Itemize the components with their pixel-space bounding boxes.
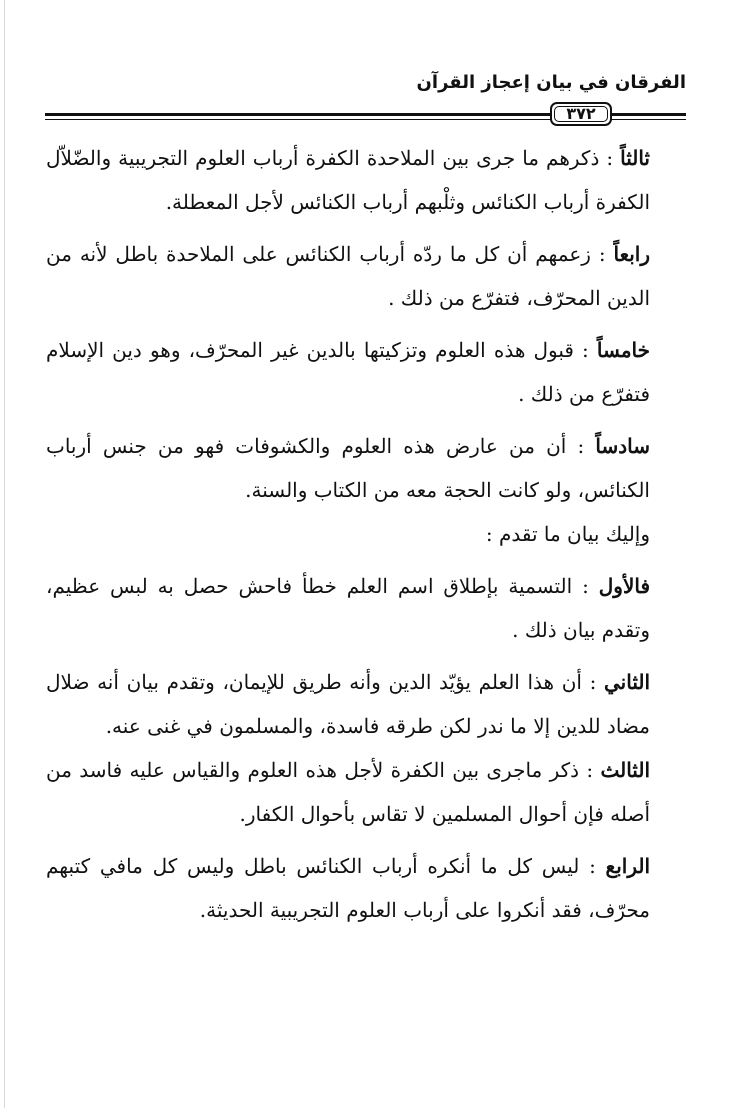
paragraph-fourth-point (46, 844, 686, 932)
paragraph-lead: خامساً (596, 338, 650, 362)
paragraph-lead: الرابع (605, 854, 650, 878)
paragraph-lead: فالأول (598, 574, 650, 598)
page-number: ٣٧٢ (566, 104, 596, 123)
paragraph-intro (46, 512, 686, 556)
header-rule (45, 102, 686, 128)
paragraph-text: : التسمية بإطلاق اسم العلم خطأ فاحش حصل به لبس عظيم، وتقدم بيان ذلك . (46, 574, 650, 642)
paragraph-text: : أن هذا العلم يؤيّد الدين وأنه طريق للإيمان، وتقدم بيان أنه ضلال مضاد للدين إلا ما ندر لكن طرقه فاسدة، والمسلمون في غنى عنه. (46, 670, 650, 738)
paragraph-text: وإليك بيان ما تقدم : (485, 522, 650, 546)
paragraph-fifth (46, 328, 686, 416)
page-edge (4, 0, 5, 1108)
running-header-title: الفرقان في بيان إعجاز القرآن (416, 72, 686, 93)
paragraph-text: : ذكرهم ما جرى بين الملاحدة الكفرة أرباب العلوم التجريبية والضّلاّل الكفرة أرباب الكنائس وثلْبهم أرباب الكنائس لأجل المعطلة. (46, 146, 650, 214)
page-body (46, 136, 686, 932)
paragraph-text: : أن من عارض هذه العلوم والكشوفات فهو من جنس أرباب الكنائس، ولو كانت الحجة معه من الكتاب والسنة. (46, 434, 650, 502)
paragraph-third (46, 136, 686, 224)
paragraph-text: : زعمهم أن كل ما ردّه أرباب الكنائس على الملاحدة باطل لأنه من الدين المحرّف، فتفرّع من ذلك . (46, 242, 650, 310)
paragraph-lead: الثالث (600, 758, 650, 782)
paragraph-text: : قبول هذه العلوم وتزكيتها بالدين غير المحرّف، وهو دين الإسلام فتفرّع من ذلك . (46, 338, 650, 406)
paragraph-lead: الثاني (603, 670, 650, 694)
paragraph-third-point (46, 748, 686, 836)
paragraph-first-point (46, 564, 686, 652)
paragraph-lead: رابعاً (613, 242, 650, 266)
page-number-badge (550, 102, 612, 126)
paragraph-sixth (46, 424, 686, 512)
paragraph-text: : ذكر ماجرى بين الكفرة لأجل هذه العلوم والقياس عليه فاسد من أصله فإن أحوال المسلمين لا تقاس بأحوال الكفار. (46, 758, 650, 826)
paragraph-lead: سادساً (595, 434, 650, 458)
paragraph-lead: ثالثاً (620, 146, 650, 170)
paragraph-fourth (46, 232, 686, 320)
paragraph-text: : ليس كل ما أنكره أرباب الكنائس باطل وليس كل مافي كتبهم محرّف، فقد أنكروا على أرباب العلوم التجريبية الحديثة. (46, 854, 650, 922)
paragraph-second-point (46, 660, 686, 748)
